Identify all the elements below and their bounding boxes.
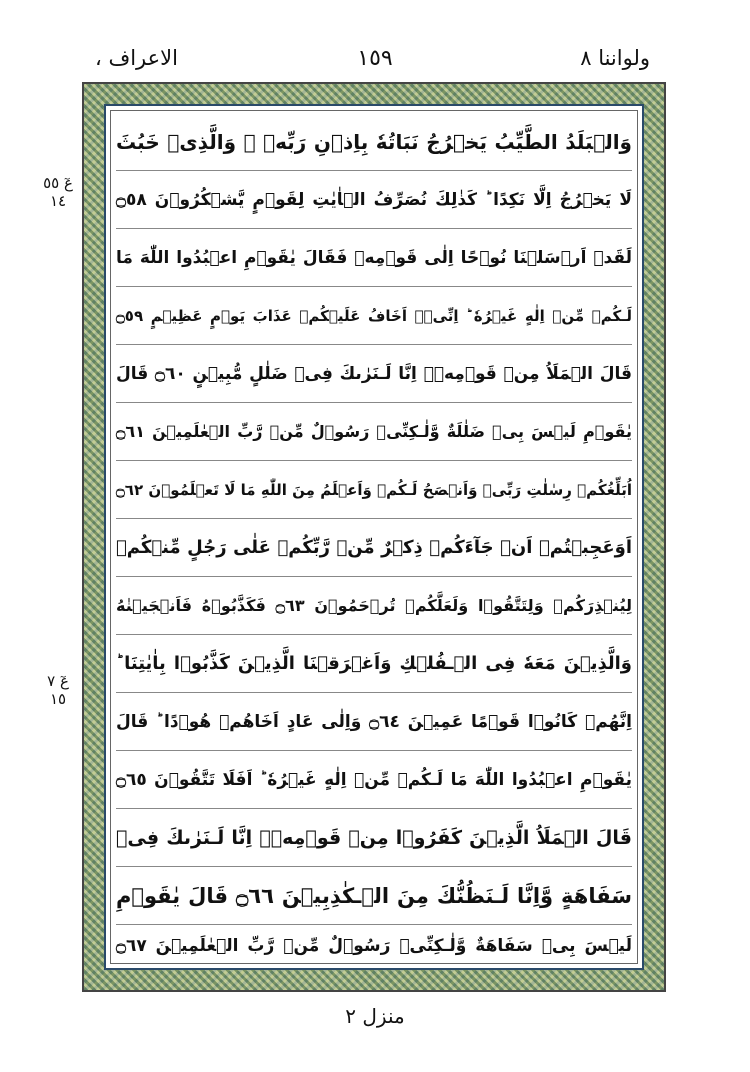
ruku-marker: عٓ ٧ ١٥	[47, 672, 69, 708]
text-panel	[104, 104, 644, 970]
verse-line: قَالَ الۡمَلَاُ مِنۡ قَوۡمِهٖۤ اِنَّا لَـنَرٰٮكَ فِىۡ ضَلٰلٍ مُّبِيۡنٍ ۝٦٠ قَالَ	[116, 346, 632, 403]
manzil-footer: منزل ٢	[345, 1004, 405, 1028]
verse-line: اُبَلِّغُكُمۡ رِسٰلٰتِ رَبِّىۡ وَاَنۡصَحُ لَـكُمۡ وَاَعۡلَمُ مِنَ اللّٰهِ مَا لَا تَعۡلَمُوۡنَ ۝٦٢	[116, 462, 632, 519]
ruku-marker: عٓ ٥٥ ١٤	[43, 174, 73, 210]
verse-line: وَالۡبَلَدُ الطَّيِّبُ يَخۡرُجُ نَبَاتُهٗ بِاِذۡنِ رَبِّهٖ ۚ وَالَّذِىۡ خَبُثَ	[116, 114, 632, 171]
verse-line: يٰقَوۡمِ لَيۡسَ بِىۡ ضَلٰلَةٌ وَّلٰـكِنِّىۡ رَسُوۡلٌ مِّنۡ رَّبِّ الۡعٰلَمِيۡنَ ۝٦١	[116, 404, 632, 461]
verse-line: اِنَّهُمۡ كَانُوۡا قَوۡمًا عَمِيۡنَ ۝٦٤ وَاِلٰى عَادٍ اَخَاهُمۡ هُوۡدًا ؕ قَالَ	[116, 694, 632, 751]
surah-name: الاعراف ،	[95, 46, 178, 70]
verse-line: يٰقَوۡمِ اعۡبُدُوا اللّٰهَ مَا لَـكُمۡ مِّنۡ اِلٰهٍ غَيۡرُهٗ ؕ اَفَلَا تَتَّقُوۡنَ ۝٦٥	[116, 752, 632, 809]
verse-line: لَقَدۡ اَرۡسَلۡنَا نُوۡحًا اِلٰى قَوۡمِهٖ فَقَالَ يٰقَوۡمِ اعۡبُدُوا اللّٰهَ مَا	[116, 230, 632, 287]
page-number: ١٥٩	[357, 46, 393, 71]
verse-line: اَوَعَجِبۡتُمۡ اَنۡ جَآءَكُمۡ ذِكۡرٌ مِّنۡ رَّبِّكُمۡ عَلٰى رَجُلٍ مِّنۡكُمۡ	[116, 520, 632, 577]
juz-name: ولواننا ٨	[580, 46, 650, 70]
verse-line: قَالَ الۡمَلَاُ الَّذِيۡنَ كَفَرُوۡا مِنۡ قَوۡمِهٖۤ اِنَّا لَـنَرٰٮكَ فِىۡ	[116, 810, 632, 867]
verse-line: لَـكُمۡ مِّنۡ اِلٰهٍ غَيۡرُهٗ ؕ اِنِّىۡۤ اَخَافُ عَلَيۡكُمۡ عَذَابَ يَوۡمٍ عَظِيۡمٍ ۝٥٩	[116, 288, 632, 345]
ornamental-border	[82, 82, 666, 992]
verse-line: لَا يَخۡرُجُ اِلَّا نَكِدًا ؕ كَذٰلِكَ نُصَرِّفُ الۡاٰيٰتِ لِقَوۡمٍ يَّشۡكُرُوۡنَ ۝٥٨	[116, 172, 632, 229]
verse-line: سَفَاهَةٍ وَّاِنَّا لَـنَظُنُّكَ مِنَ الۡـكٰذِبِيۡنَ ۝٦٦ قَالَ يٰقَوۡمِ	[116, 868, 632, 925]
verse-line: لِيُنۡذِرَكُمۡ وَلِتَتَّقُوۡا وَلَعَلَّكُمۡ تُرۡحَمُوۡنَ ۝٦٣ فَكَذَّبُوۡهُ فَاَنۡجَيۡنٰهُ	[116, 578, 632, 635]
page-header	[0, 40, 750, 80]
verse-line: لَيۡسَ بِىۡ سَفَاهَةٌ وَّلٰـكِنِّىۡ رَسُوۡلٌ مِّنۡ رَّبِّ الۡعٰلَمِيۡنَ ۝٦٧	[116, 936, 632, 956]
verse-line: وَالَّذِيۡنَ مَعَهٗ فِى الۡـفُلۡكِ وَاَغۡرَقۡنَا الَّذِيۡنَ كَذَّبُوۡا بِاٰيٰتِنَا ؕ	[116, 636, 632, 693]
